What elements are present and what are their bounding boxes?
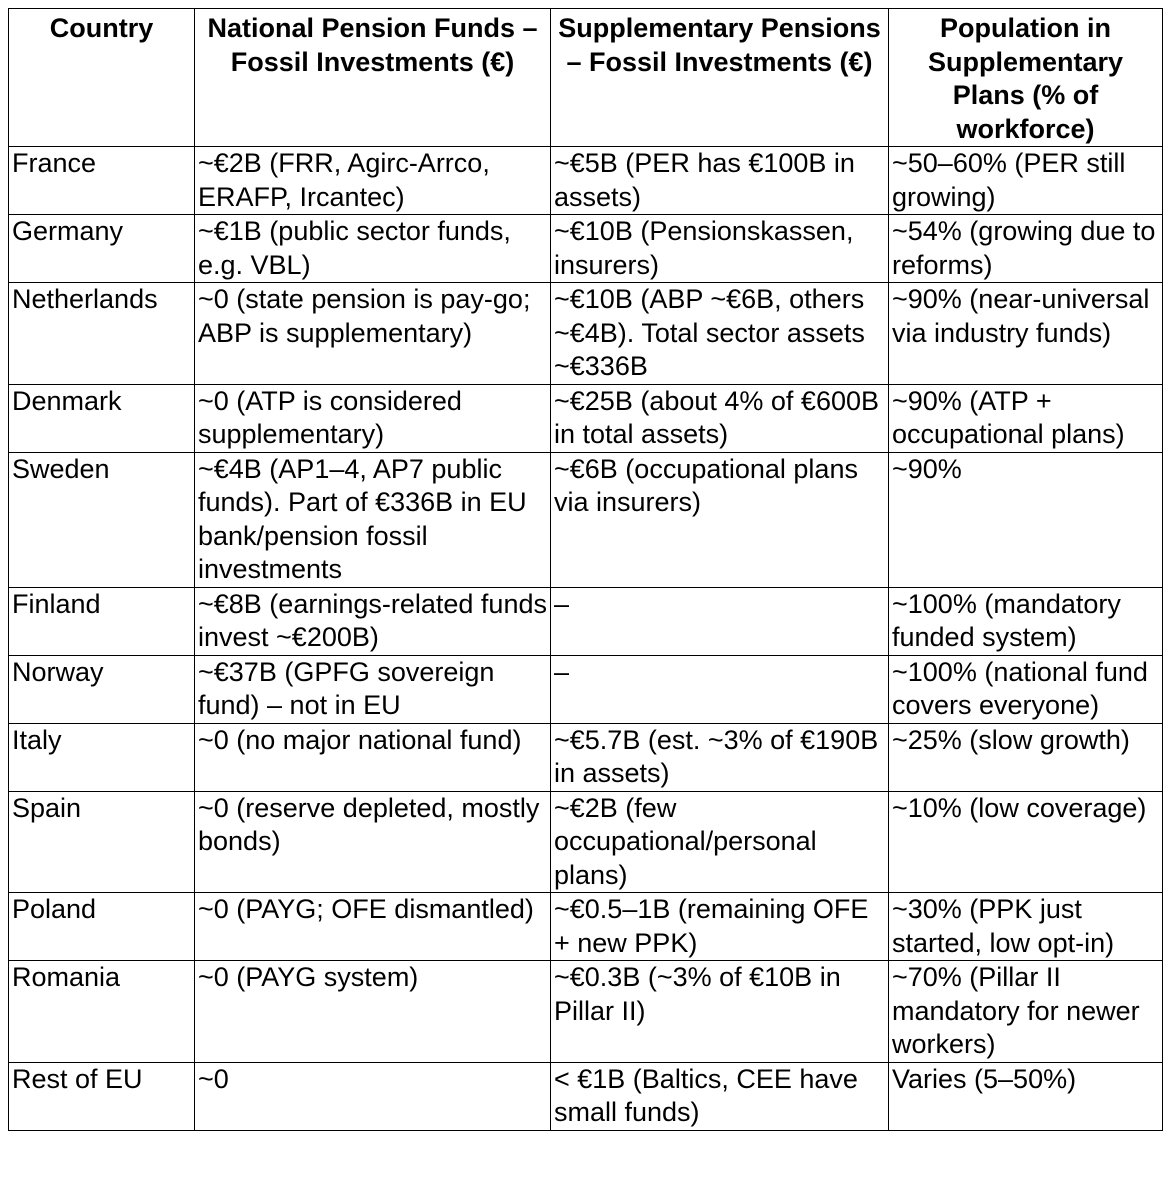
cell-national-funds: ~0 (reserve depleted, mostly bonds) <box>195 791 551 893</box>
table-row <box>9 791 1163 893</box>
table-row <box>9 452 1163 587</box>
cell-country: Poland <box>9 893 195 961</box>
cell-supplementary-pensions: ~€10B (Pensionskassen, insurers) <box>551 215 889 283</box>
cell-country: France <box>9 147 195 215</box>
cell-national-funds: ~0 (state pension is pay-go; ABP is supplementary) <box>195 283 551 385</box>
header-supplementary-pensions: Supplementary Pensions – Fossil Investments (€) <box>551 9 889 147</box>
cell-supplementary-pensions: ~€2B (few occupational/personal plans) <box>551 791 889 893</box>
cell-country: Netherlands <box>9 283 195 385</box>
table-row <box>9 723 1163 791</box>
cell-supplementary-pensions: ~€25B (about 4% of €600B in total assets) <box>551 384 889 452</box>
cell-supplementary-pensions: ~€10B (ABP ~€6B, others ~€4B). Total sector assets ~€336B <box>551 283 889 385</box>
cell-national-funds: ~0 (PAYG system) <box>195 961 551 1063</box>
cell-country: Rest of EU <box>9 1062 195 1130</box>
cell-country: Germany <box>9 215 195 283</box>
header-population-share: Population in Supplementary Plans (% of workforce) <box>889 9 1163 147</box>
cell-country: Denmark <box>9 384 195 452</box>
cell-national-funds: ~€1B (public sector funds, e.g. VBL) <box>195 215 551 283</box>
cell-national-funds: ~0 (PAYG; OFE dismantled) <box>195 893 551 961</box>
table-row <box>9 1062 1163 1130</box>
cell-country: Romania <box>9 961 195 1063</box>
cell-country: Spain <box>9 791 195 893</box>
cell-population-share: ~90% (ATP + occupational plans) <box>889 384 1163 452</box>
cell-population-share: ~54% (growing due to reforms) <box>889 215 1163 283</box>
cell-population-share: ~50–60% (PER still growing) <box>889 147 1163 215</box>
cell-supplementary-pensions: ~€0.5–1B (remaining OFE + new PPK) <box>551 893 889 961</box>
header-row <box>9 9 1163 147</box>
cell-population-share: ~90% <box>889 452 1163 587</box>
header-country: Country <box>9 9 195 147</box>
cell-supplementary-pensions: ~€6B (occupational plans via insurers) <box>551 452 889 587</box>
cell-population-share: ~100% (national fund covers everyone) <box>889 655 1163 723</box>
cell-country: Norway <box>9 655 195 723</box>
table-row <box>9 215 1163 283</box>
cell-national-funds: ~€8B (earnings-related funds invest ~€200B) <box>195 587 551 655</box>
cell-country: Sweden <box>9 452 195 587</box>
cell-national-funds: ~0 <box>195 1062 551 1130</box>
cell-supplementary-pensions: ~€5B (PER has €100B in assets) <box>551 147 889 215</box>
cell-population-share: ~10% (low coverage) <box>889 791 1163 893</box>
table-row <box>9 655 1163 723</box>
cell-supplementary-pensions: ~€0.3B (~3% of €10B in Pillar II) <box>551 961 889 1063</box>
cell-national-funds: ~€37B (GPFG sovereign fund) – not in EU <box>195 655 551 723</box>
table-body <box>9 147 1163 1131</box>
cell-supplementary-pensions: – <box>551 655 889 723</box>
table-row <box>9 384 1163 452</box>
cell-supplementary-pensions: ~€5.7B (est. ~3% of €190B in assets) <box>551 723 889 791</box>
table-row <box>9 587 1163 655</box>
cell-population-share: ~90% (near-universal via industry funds) <box>889 283 1163 385</box>
header-national-funds: National Pension Funds – Fossil Investments (€) <box>195 9 551 147</box>
cell-population-share: ~70% (Pillar II mandatory for newer workers) <box>889 961 1163 1063</box>
cell-supplementary-pensions: – <box>551 587 889 655</box>
pension-fossil-investments-table <box>8 8 1163 1131</box>
table-row <box>9 961 1163 1063</box>
table-row <box>9 283 1163 385</box>
cell-population-share: Varies (5–50%) <box>889 1062 1163 1130</box>
cell-national-funds: ~0 (ATP is considered supplementary) <box>195 384 551 452</box>
cell-national-funds: ~€2B (FRR, Agirc-Arrco, ERAFP, Ircantec) <box>195 147 551 215</box>
cell-national-funds: ~0 (no major national fund) <box>195 723 551 791</box>
cell-country: Finland <box>9 587 195 655</box>
table-header <box>9 9 1163 147</box>
cell-population-share: ~100% (mandatory funded system) <box>889 587 1163 655</box>
table-row <box>9 893 1163 961</box>
cell-country: Italy <box>9 723 195 791</box>
cell-national-funds: ~€4B (AP1–4, AP7 public funds). Part of €336B in EU bank/pension fossil investments <box>195 452 551 587</box>
table-row <box>9 147 1163 215</box>
cell-population-share: ~25% (slow growth) <box>889 723 1163 791</box>
cell-population-share: ~30% (PPK just started, low opt-in) <box>889 893 1163 961</box>
cell-supplementary-pensions: < €1B (Baltics, CEE have small funds) <box>551 1062 889 1130</box>
